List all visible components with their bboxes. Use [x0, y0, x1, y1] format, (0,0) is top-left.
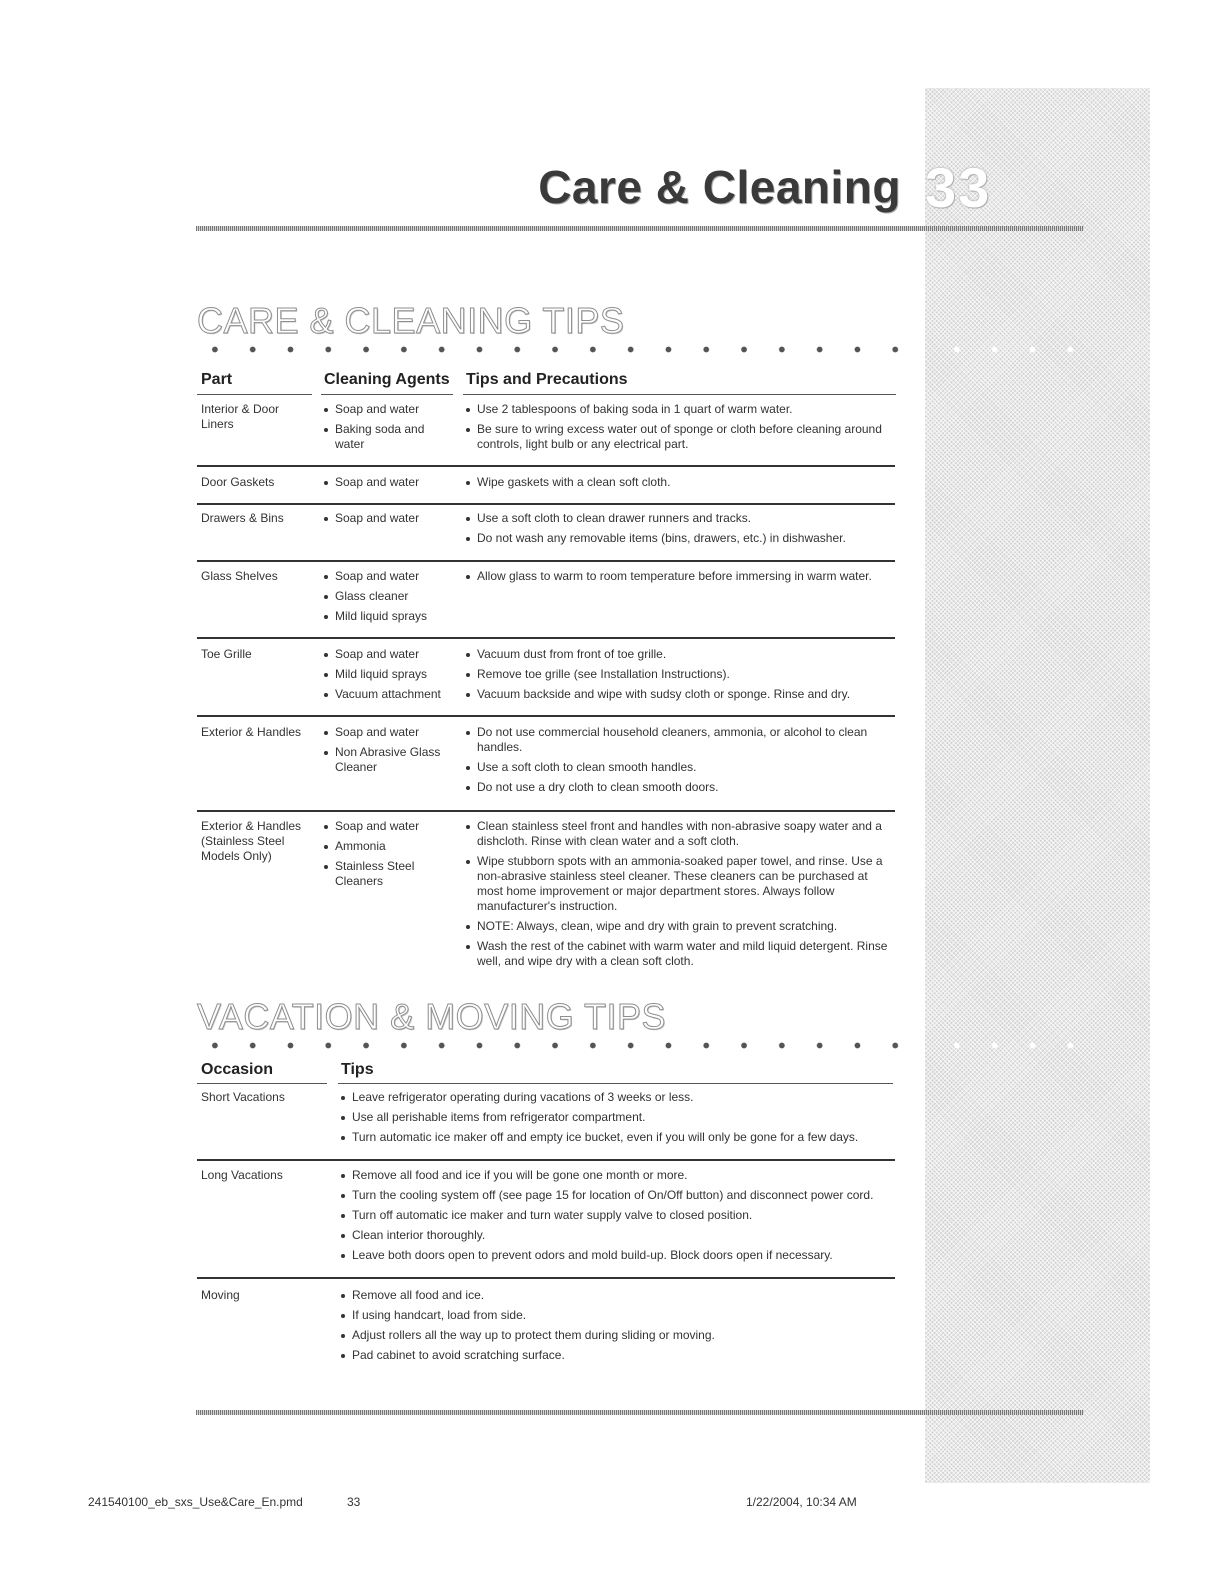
list-item: Turn off automatic ice maker and turn water supply valve to closed position.: [341, 1208, 891, 1223]
row-divider: [197, 1159, 895, 1161]
care-dot-divider: [196, 345, 916, 354]
care-part-6: Exterior & Handles (Stainless Steel Models Only): [201, 819, 302, 863]
footer-datetime: 1/22/2004, 10:34 AM: [746, 1495, 857, 1509]
list-item: Turn automatic ice maker off and empty ice bucket, even if you will only be gone for a few days.: [341, 1130, 891, 1145]
care-part-3: Glass Shelves: [201, 569, 278, 583]
list-item: Do not use a dry cloth to clean smooth doors.: [466, 780, 891, 795]
list-item: Vacuum dust from front of toe grille.: [466, 647, 891, 662]
list-item: Soap and water: [324, 402, 452, 417]
care-tips-1: [466, 475, 891, 495]
care-agents-1: [324, 475, 452, 495]
list-item: Use all perishable items from refrigerator compartment.: [341, 1110, 891, 1125]
care-agents-6: [324, 819, 452, 894]
head-underline-part: [197, 394, 312, 395]
vacation-tips-0: [341, 1090, 891, 1150]
care-part-4: Toe Grille: [201, 647, 252, 661]
col-head-agents: Cleaning Agents: [324, 371, 450, 388]
vacation-tips-1: [341, 1168, 891, 1268]
list-item: Pad cabinet to avoid scratching surface.: [341, 1348, 891, 1363]
care-tips-5: [466, 725, 891, 800]
head-underline-tips: [463, 394, 896, 395]
care-tips-4: [466, 647, 891, 707]
care-tips-6: [466, 819, 891, 974]
list-item: Turn the cooling system off (see page 15 for location of On/Off button) and disconnect power cord.: [341, 1188, 891, 1203]
care-part-2: Drawers & Bins: [201, 511, 284, 525]
list-item: Wash the rest of the cabinet with warm water and mild liquid detergent. Rinse well, and wipe dry with a clean soft cloth.: [466, 939, 891, 969]
row-divider: [197, 560, 895, 562]
list-item: Stainless Steel Cleaners: [324, 859, 452, 889]
care-agents-4: [324, 647, 452, 707]
care-dot-divider-band: [938, 345, 1088, 354]
footer-filename: 241540100_eb_sxs_Use&Care_En.pmd: [88, 1495, 303, 1509]
row-divider: [197, 810, 895, 812]
list-item: Clean interior thoroughly.: [341, 1228, 891, 1243]
care-part-5: Exterior & Handles: [201, 725, 302, 739]
side-band: [925, 88, 1150, 1483]
list-item: Remove all food and ice.: [341, 1288, 891, 1303]
row-divider: [197, 465, 895, 467]
list-item: Soap and water: [324, 819, 452, 834]
footer-page: 33: [347, 1495, 361, 1509]
care-part-1: Door Gaskets: [201, 475, 275, 489]
care-tips-0: [466, 402, 891, 457]
list-item: Wipe stubborn spots with an ammonia-soaked paper towel, and rinse. Use a non-abrasive stainless steel cleaner. These cleaners can be purchased at most home improvement or major department stores. Always follow manufacturer's instruction.: [466, 854, 891, 914]
care-agents-0: [324, 402, 452, 457]
list-item: Use 2 tablespoons of baking soda in 1 quart of warm water.: [466, 402, 891, 417]
row-divider: [197, 637, 895, 639]
list-item: Clean stainless steel front and handles with non-abrasive soapy water and a dishcloth. Rinse with clean water and a soft cloth.: [466, 819, 891, 849]
list-item: Leave refrigerator operating during vacations of 3 weeks or less.: [341, 1090, 891, 1105]
care-agents-5: [324, 725, 452, 780]
care-agents-2: [324, 511, 452, 531]
care-section-title: CARE & CLEANING TIPS: [197, 300, 625, 341]
list-item: Allow glass to warm to room temperature before immersing in warm water.: [466, 569, 891, 584]
page-title: Care & Cleaning: [538, 161, 901, 213]
head-underline-occasion: [197, 1083, 327, 1084]
list-item: Soap and water: [324, 725, 452, 740]
list-item: NOTE: Always, clean, wipe and dry with grain to prevent scratching.: [466, 919, 891, 934]
list-item: Adjust rollers all the way up to protect them during sliding or moving.: [341, 1328, 891, 1343]
header-rule: [196, 226, 1084, 231]
care-tips-3: [466, 569, 891, 589]
list-item: Soap and water: [324, 647, 452, 662]
list-item: Ammonia: [324, 839, 452, 854]
page-number: 33: [925, 156, 992, 219]
row-divider: [197, 715, 895, 717]
occasion-0: Short Vacations: [201, 1090, 285, 1104]
vacation-dot-divider: [196, 1041, 916, 1050]
list-item: Leave both doors open to prevent odors and mold build-up. Block doors open if necessary.: [341, 1248, 891, 1263]
head-underline-vacation-tips: [338, 1083, 893, 1084]
col-head-vacation-tips: Tips: [341, 1061, 374, 1078]
list-item: Mild liquid sprays: [324, 667, 452, 682]
list-item: Soap and water: [324, 475, 452, 490]
vacation-section-title: VACATION & MOVING TIPS: [197, 996, 667, 1037]
care-agents-3: [324, 569, 452, 629]
list-item: Soap and water: [324, 511, 452, 526]
list-item: If using handcart, load from side.: [341, 1308, 891, 1323]
care-part-0: Interior & Door Liners: [201, 402, 280, 431]
list-item: Do not use commercial household cleaners, ammonia, or alcohol to clean handles.: [466, 725, 891, 755]
col-head-part: Part: [201, 371, 233, 388]
list-item: Do not wash any removable items (bins, drawers, etc.) in dishwasher.: [466, 531, 891, 546]
occasion-2: Moving: [201, 1288, 240, 1302]
list-item: Glass cleaner: [324, 589, 452, 604]
row-divider: [197, 503, 895, 505]
list-item: Wipe gaskets with a clean soft cloth.: [466, 475, 891, 490]
vacation-dot-divider-band: [938, 1041, 1088, 1050]
list-item: Remove all food and ice if you will be gone one month or more.: [341, 1168, 891, 1183]
col-head-occasion: Occasion: [201, 1061, 274, 1078]
list-item: Remove toe grille (see Installation Instructions).: [466, 667, 891, 682]
vacation-tips-2: [341, 1288, 891, 1368]
list-item: Baking soda and water: [324, 422, 452, 452]
row-divider: [197, 1277, 895, 1279]
footer-rule: [196, 1410, 1084, 1415]
list-item: Soap and water: [324, 569, 452, 584]
occasion-1: Long Vacations: [201, 1168, 283, 1182]
head-underline-agents: [321, 394, 453, 395]
list-item: Vacuum backside and wipe with sudsy cloth or sponge. Rinse and dry.: [466, 687, 891, 702]
list-item: Vacuum attachment: [324, 687, 452, 702]
list-item: Use a soft cloth to clean smooth handles.: [466, 760, 891, 775]
list-item: Non Abrasive Glass Cleaner: [324, 745, 452, 775]
care-tips-2: [466, 511, 891, 551]
list-item: Be sure to wring excess water out of sponge or cloth before cleaning around controls, light bulb or any electrical part.: [466, 422, 891, 452]
list-item: Use a soft cloth to clean drawer runners and tracks.: [466, 511, 891, 526]
list-item: Mild liquid sprays: [324, 609, 452, 624]
col-head-tips: Tips and Precautions: [466, 371, 628, 388]
